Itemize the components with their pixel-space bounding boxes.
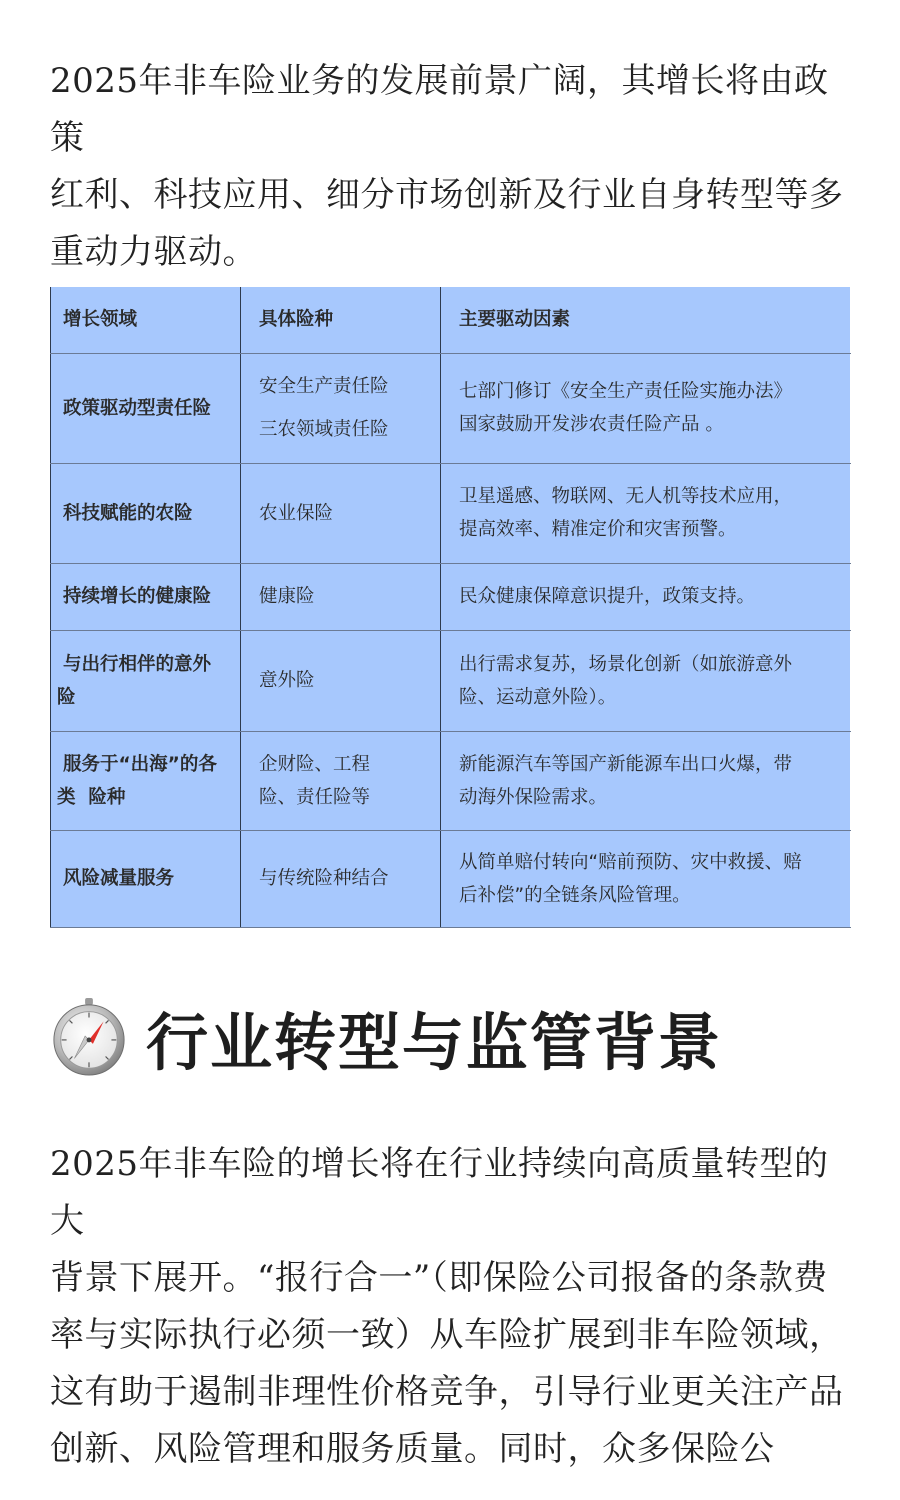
cell-domain: 科技赋能的农险 — [51, 463, 241, 563]
cell-types: 健康险 — [241, 563, 441, 630]
cell-drivers: 出行需求复苏，场景化创新（如旅游意外 险、运动意外险）。 — [441, 630, 851, 731]
intro-line: 红利、科技应用、细分市场创新及行业自身转型等多 — [50, 175, 844, 215]
cell-types: 农业保险 — [241, 463, 441, 563]
table-row — [51, 830, 851, 927]
table-row — [51, 463, 851, 563]
header-types: 具体险种 — [241, 287, 441, 353]
table-row — [51, 353, 851, 463]
cell-types: 企财险、工程 险、责任险等 — [241, 731, 441, 830]
cell-domain: 风险减量服务 — [51, 830, 241, 927]
cell-types: 安全生产责任险 三农领域责任险 — [241, 353, 441, 463]
section-title: 行业转型与监管背景 — [146, 1005, 723, 1079]
table-header-row — [51, 287, 851, 353]
body-line: 这有助于遏制非理性价格竞争，引导行业更关注产品 — [50, 1372, 844, 1412]
cell-drivers: 从简单赔付转向“赔前预防、灾中救援、赔 后补偿”的全链条风险管理。 — [441, 830, 851, 927]
table-row — [51, 731, 851, 830]
intro-paragraph — [50, 53, 850, 281]
intro-line: 2025年非车险业务的发展前景广阔，其增长将由政策 — [50, 61, 829, 158]
table-row — [51, 563, 851, 630]
cell-domain: 服务于“出海”的各 类 险种 — [51, 731, 241, 830]
intro-line: 重动力驱动。 — [50, 232, 257, 272]
cell-drivers: 卫星遥感、物联网、无人机等技术应用， 提高效率、精准定价和灾害预警。 — [441, 463, 851, 563]
cell-types: 与传统险种结合 — [241, 830, 441, 927]
section-heading — [50, 992, 722, 1082]
cell-drivers: 民众健康保障意识提升，政策支持。 — [441, 563, 851, 630]
header-drivers: 主要驱动因素 — [441, 287, 851, 353]
cell-domain: 政策驱动型责任险 — [51, 353, 241, 463]
growth-table — [50, 287, 850, 927]
cell-drivers: 七部门修订《安全生产责任险实施办法》 国家鼓励开发涉农责任险产品 。 — [441, 353, 851, 463]
table-row — [51, 630, 851, 731]
body-line: 创新、风险管理和服务质量。同时，众多保险公 — [50, 1429, 775, 1469]
cell-domain: 与出行相伴的意外 险 — [51, 630, 241, 731]
compass-icon — [50, 998, 128, 1076]
body-line: 背景下展开。“报行合一”（即保险公司报备的条款费 — [50, 1258, 828, 1298]
body-line: 2025年非车险的增长将在行业持续向高质量转型的大 — [50, 1144, 829, 1241]
body-paragraph — [50, 1136, 850, 1478]
header-domain: 增长领域 — [51, 287, 241, 353]
cell-domain: 持续增长的健康险 — [51, 563, 241, 630]
cell-types: 意外险 — [241, 630, 441, 731]
cell-drivers: 新能源汽车等国产新能源车出口火爆，带 动海外保险需求。 — [441, 731, 851, 830]
body-line: 率与实际执行必须一致）从车险扩展到非车险领域， — [50, 1315, 844, 1355]
